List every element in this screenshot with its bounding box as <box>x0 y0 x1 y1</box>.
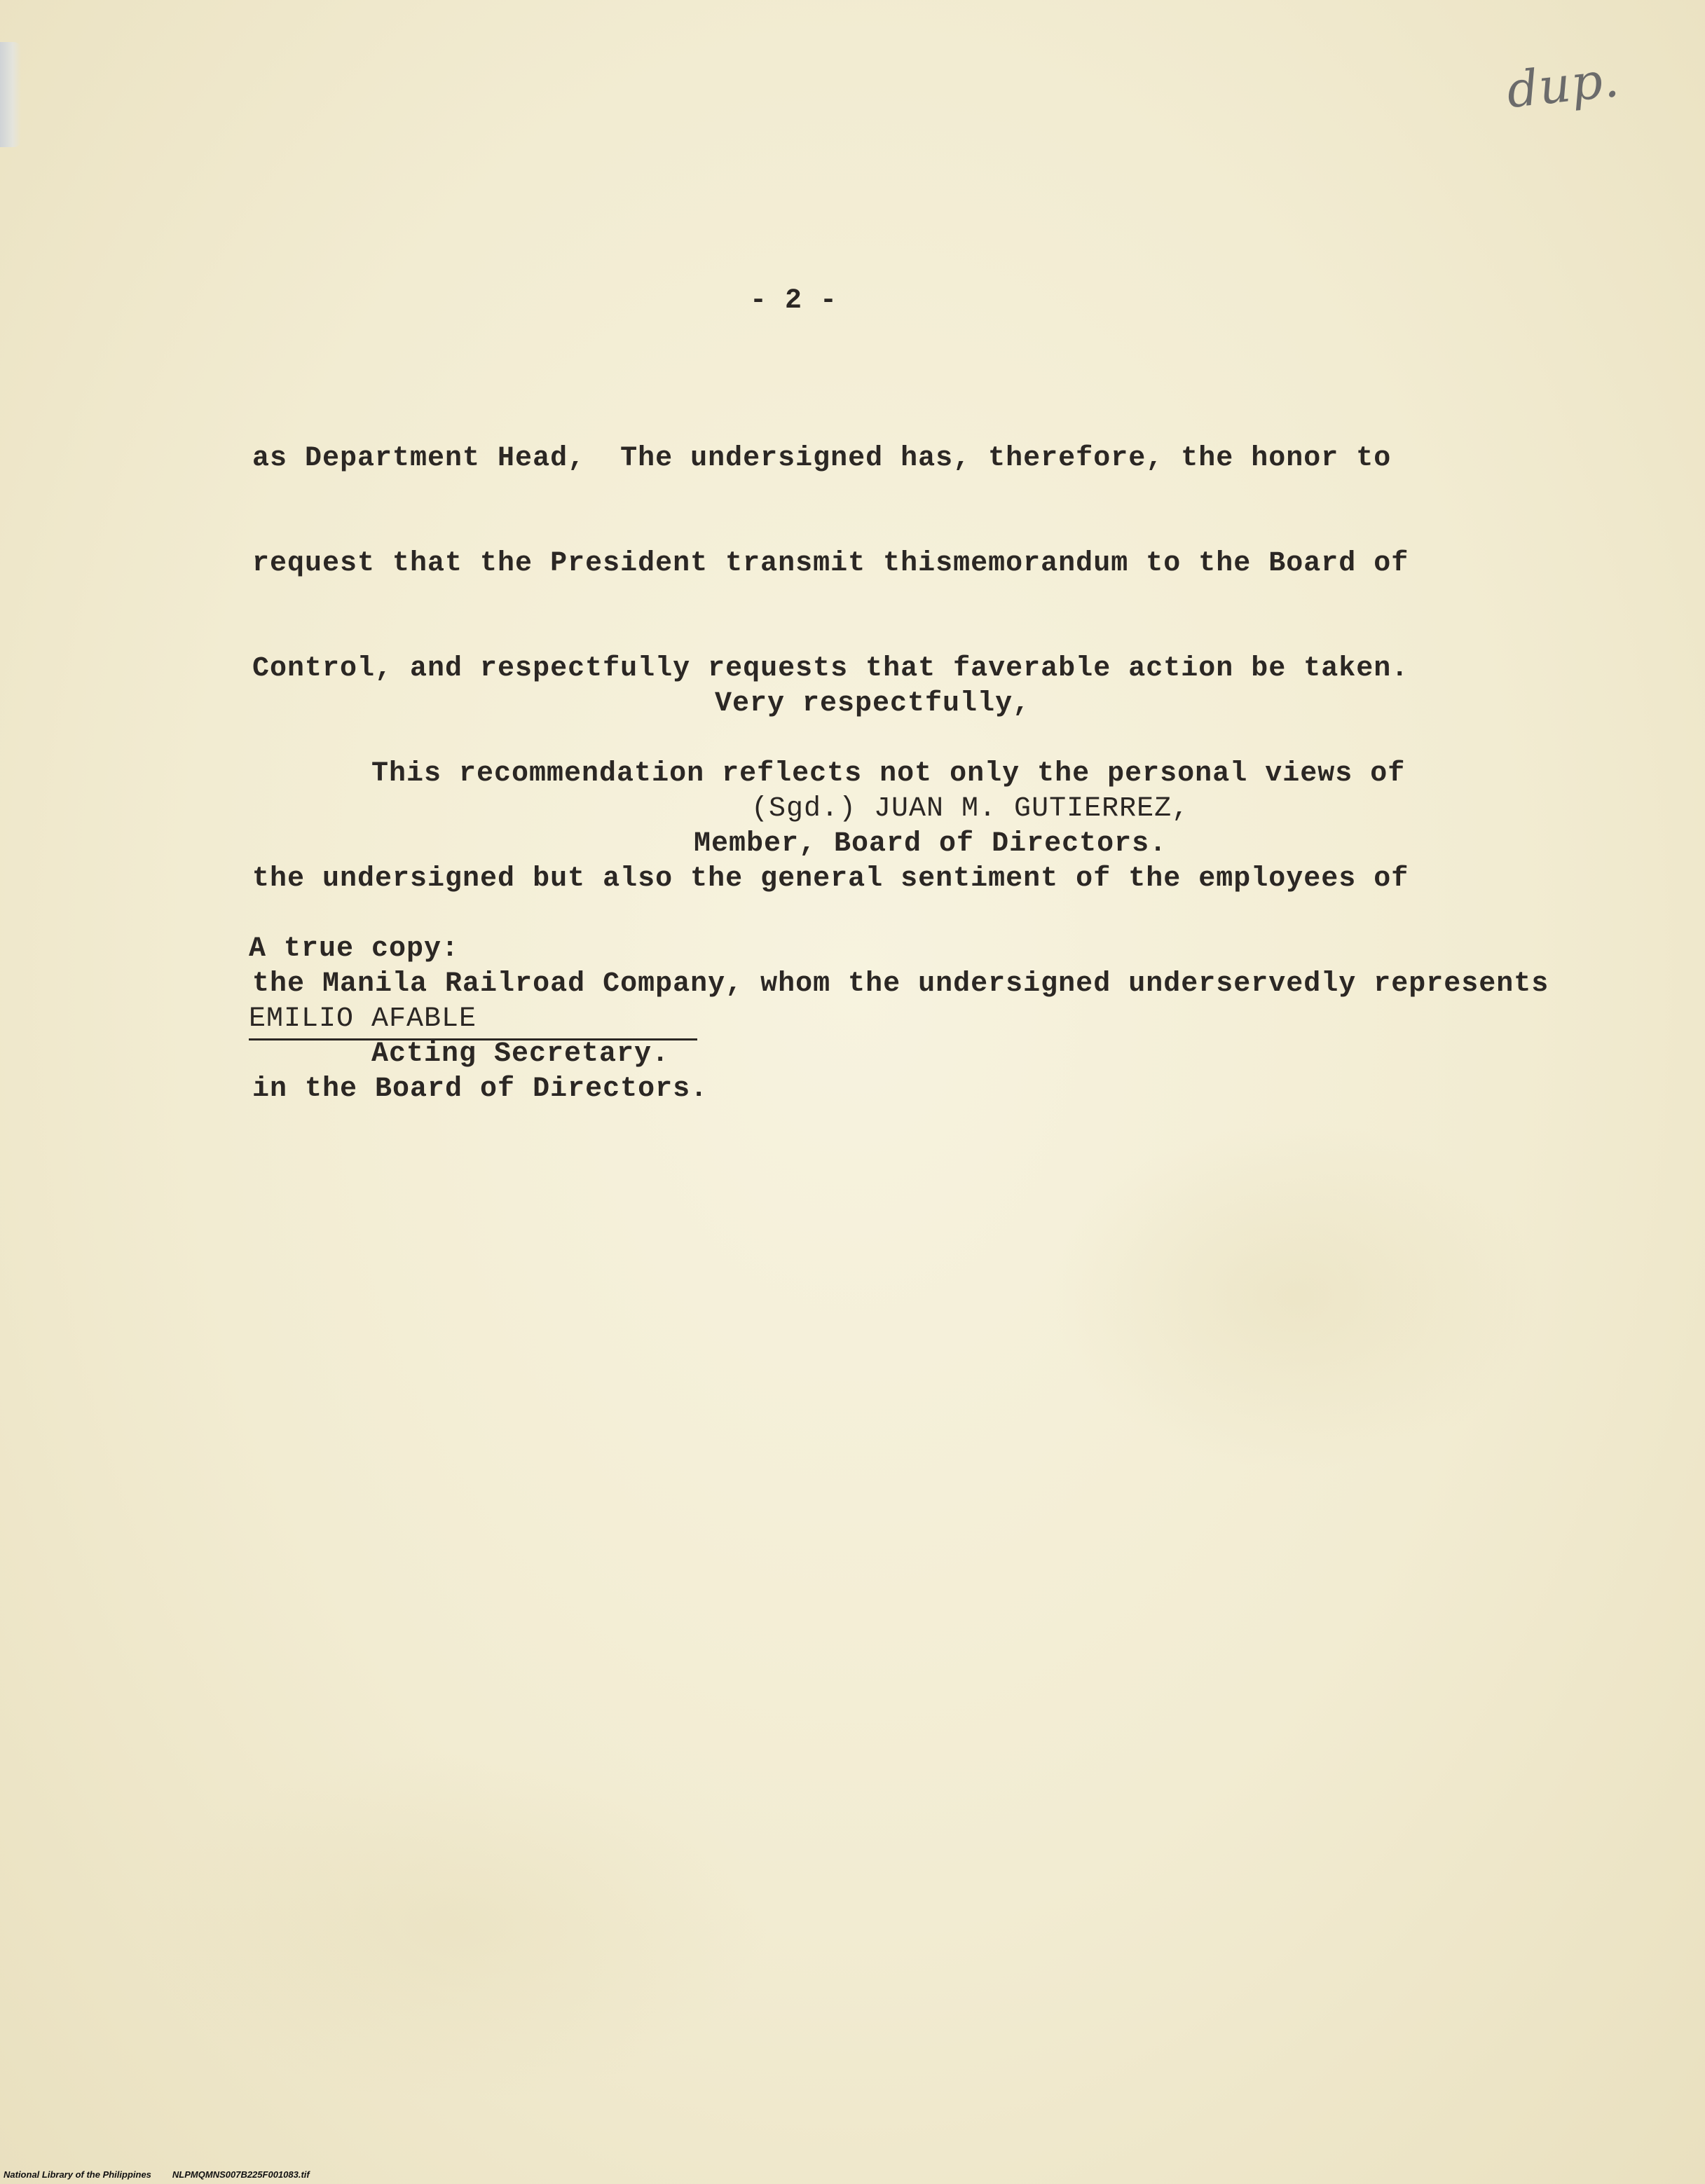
torn-corner <box>0 42 21 147</box>
page-number: - 2 - <box>750 285 838 317</box>
signer-name: (Sgd.) JUAN M. GUTIERREZ, <box>751 793 1190 825</box>
body-line: request that the President transmit thismemorandum to the Board of <box>252 548 1409 579</box>
closing: Very respectfully, <box>715 688 1031 720</box>
scan-footer <box>4 2169 331 2180</box>
secretary-name: EMILIO AFABLE <box>249 1002 697 1041</box>
handwritten-note: dup. <box>1504 50 1622 120</box>
footer-library: National Library of the Philippines <box>4 2169 151 2180</box>
secretary-title: Acting Secretary. <box>371 1038 670 1070</box>
body-line: as Department Head, The undersigned has, therefore, the honor to <box>252 443 1392 474</box>
attestation-label: A true copy: <box>249 933 460 965</box>
body-line: This recommendation reflects not only the personal views of <box>371 758 1406 790</box>
body-line: in the Board of Directors. <box>252 1073 708 1105</box>
footer-file: NLPMQMNS007B225F001083.tif <box>172 2169 310 2180</box>
paper-stain <box>140 1752 771 2102</box>
body-line: the undersigned but also the general sentiment of the employees of <box>252 863 1409 895</box>
body-line: Control, and respectfully requests that faverable action be taken. <box>252 653 1409 685</box>
body-line: the Manila Railroad Company, whom the undersigned underservedly represents <box>252 968 1549 1000</box>
signer-title: Member, Board of Directors. <box>694 828 1168 860</box>
